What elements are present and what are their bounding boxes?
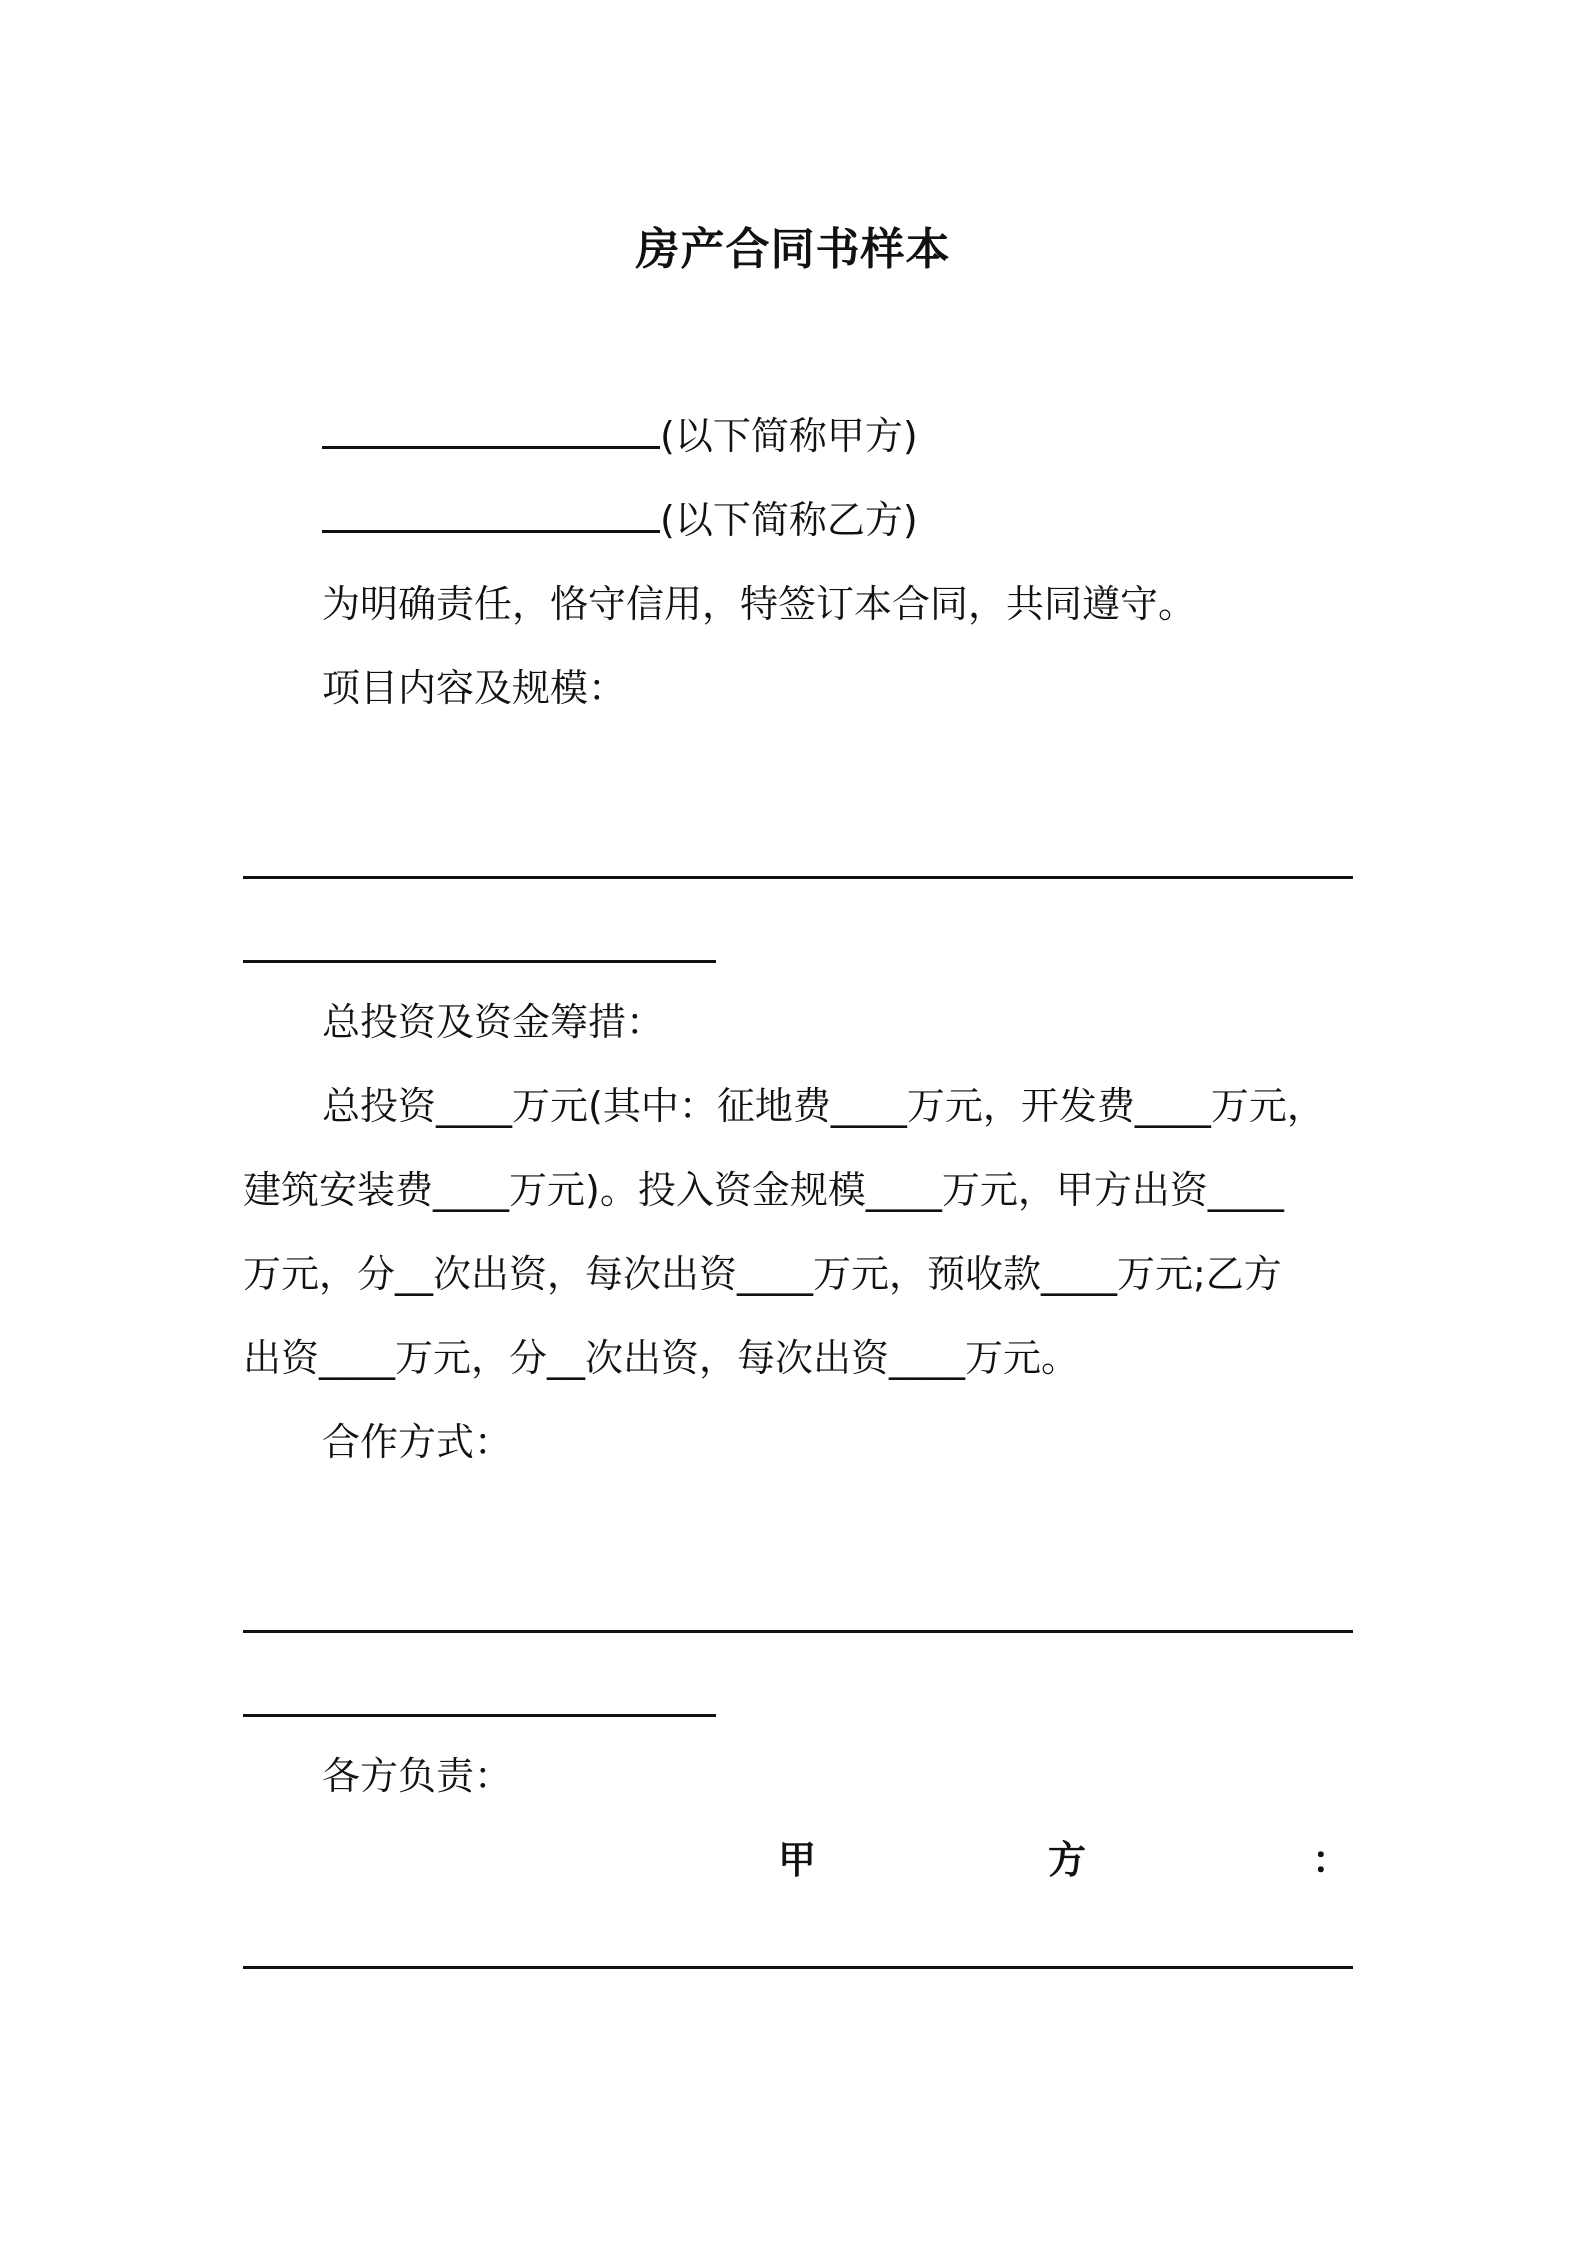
party-a-label: (以下简称甲方) (660, 414, 918, 458)
intro-paragraph: 为明确责任，恪守信用，特签订本合同，共同遵守。 (322, 582, 1197, 626)
cooperation-fill-line-2[interactable] (243, 1714, 716, 1717)
section-investment-heading: 总投资及资金筹措： (322, 1000, 665, 1044)
investment-line-1: 总投资____万元(其中：征地费____万元，开发费____万元， (322, 1084, 1325, 1128)
party-a-blank[interactable] (322, 410, 660, 449)
investment-line-2: 建筑安装费____万元)。投入资金规模____万元，甲方出资____ (243, 1168, 1284, 1212)
party-b-label: (以下简称乙方) (660, 498, 918, 542)
page-title: 房产合同书样本 (635, 224, 951, 275)
investment-line-3: 万元，分__次出资，每次出资____万元，预收款____万元;乙方 (243, 1252, 1282, 1296)
party-a-fill-line[interactable] (243, 1966, 1353, 1969)
investment-line-4: 出资____万元，分__次出资，每次出资____万元。 (243, 1336, 1080, 1380)
party-a-line (322, 410, 918, 462)
party-b-blank[interactable] (322, 494, 660, 533)
section-responsibility-heading: 各方负责： (322, 1754, 513, 1798)
party-a-heading-colon: ： (1312, 1838, 1351, 1882)
section-project-heading: 项目内容及规模： (322, 666, 627, 710)
section-cooperation-heading: 合作方式： (322, 1420, 513, 1464)
cooperation-fill-line-1[interactable] (243, 1630, 1353, 1633)
project-fill-line-1[interactable] (243, 876, 1353, 879)
project-fill-line-2[interactable] (243, 960, 716, 963)
party-b-line (322, 494, 918, 546)
party-a-heading-char1: 甲 (778, 1838, 817, 1882)
party-a-heading-char2: 方 (1048, 1838, 1087, 1882)
